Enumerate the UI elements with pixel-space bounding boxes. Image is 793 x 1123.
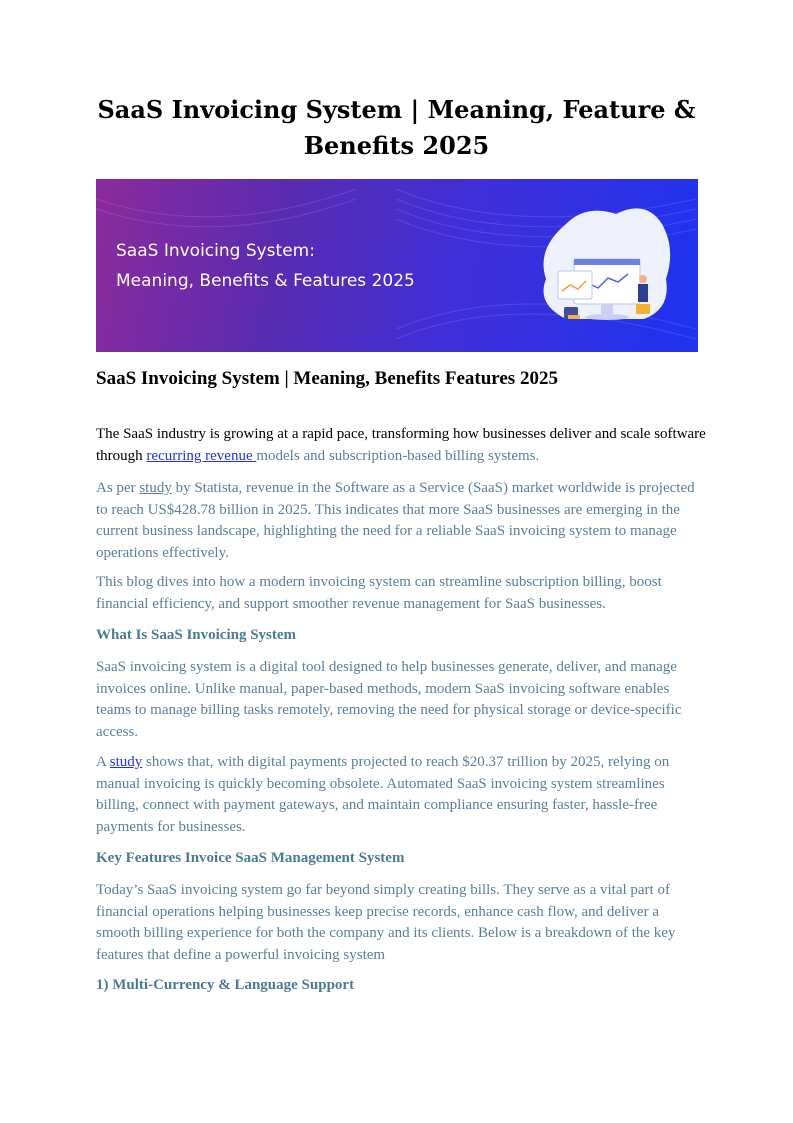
- intro-paragraph: [96, 424, 706, 467]
- what-is-heading: What Is SaaS Invoicing System: [96, 627, 297, 643]
- multi-currency-heading: 1) Multi-Currency & Language Support: [96, 977, 355, 993]
- intro-text-models: models: [256, 447, 300, 464]
- digital-payments-text-start: A: [96, 754, 110, 770]
- section-title: SaaS Invoicing System | Meaning, Benefits Features 2025: [96, 368, 558, 389]
- banner-title-line-1: SaaS Invoicing System:: [116, 241, 315, 261]
- banner-illustration: [96, 179, 698, 352]
- statista-study-link[interactable]: study: [139, 480, 172, 496]
- statista-paragraph: [96, 478, 706, 564]
- intro-text-start: The SaaS industry is growing at a rapid pace, transforming how businesses deliver and scale software through: [96, 426, 706, 464]
- intro-text-end: and subscription-based billing systems.: [299, 447, 540, 464]
- digital-payments-study-link[interactable]: study: [109, 754, 143, 770]
- hero-banner: [96, 179, 698, 352]
- blog-intro-paragraph: This blog dives into how a modern invoicing system can streamline subscription billing, boost financial efficiency, and support smoother revenue management for SaaS businesses.: [96, 574, 662, 612]
- page-title: SaaS Invoicing System | Meaning, Feature & Benefits 2025: [97, 95, 696, 160]
- key-features-heading: Key Features Invoice SaaS Management System: [96, 850, 405, 866]
- statista-text-end: by Statista, revenue in the Software as a Service (SaaS) market worldwide is projected to reach US$428.78 billion in 2025. This indicates that more SaaS businesses are emerging in the current business landscape, highlighting the need for a reliable SaaS invoicing system to manage operations effectively.: [96, 480, 695, 561]
- digital-payments-text-end: shows that, with digital payments projected to reach $20.37 trillion by 2025, relying on manual invoicing is quickly becoming obsolete. Automated SaaS invoicing system streamlines billing, connect with payment gateways, and maintain compliance ensuring faster, hassle-free payments for businesses.: [96, 754, 670, 835]
- digital-payments-paragraph: [96, 752, 706, 838]
- banner-title-line-2: Meaning, Benefits & Features 2025: [116, 271, 415, 291]
- statista-text-start: As per: [96, 480, 140, 496]
- recurring-revenue-link[interactable]: recurring revenue: [146, 447, 257, 464]
- features-paragraph: Today’s SaaS invoicing system go far beyond simply creating bills. They serve as a vital part of financial operations helping businesses keep precise records, enhance cash flow, and deliver a smooth billing experience for both the company and its clients. Below is a breakdown of the key features that define a powerful invoicing system: [96, 882, 676, 963]
- definition-paragraph: SaaS invoicing system is a digital tool designed to help businesses generate, deliver, and manage invoices online. Unlike manual, paper-based methods, modern SaaS invoicing software enables teams to manage billing tasks remotely, removing the need for physical storage or device-specific access.: [96, 659, 682, 740]
